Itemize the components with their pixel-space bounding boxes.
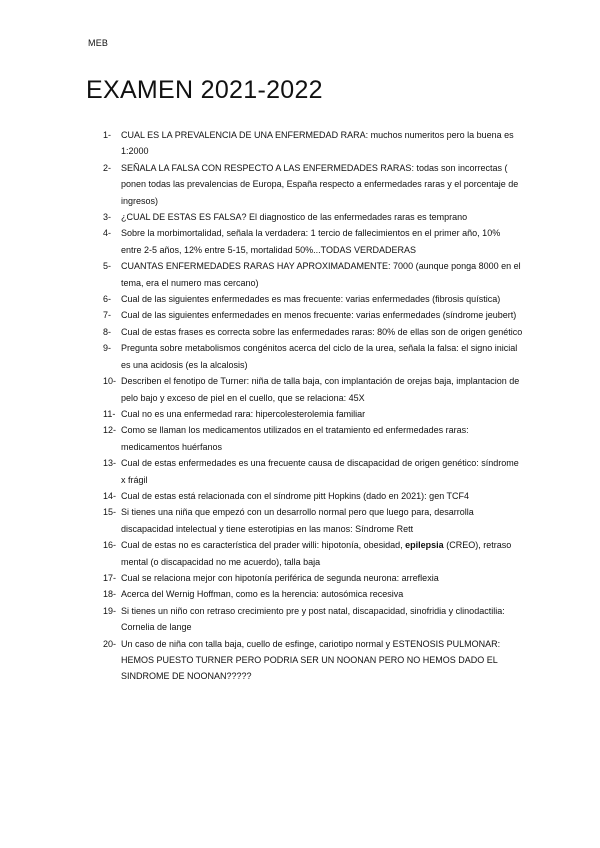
- question-number: 12-: [103, 425, 117, 436]
- question-number: 16-: [103, 540, 117, 551]
- question-number: 4-: [103, 228, 112, 239]
- question-number: 9-: [103, 343, 112, 354]
- question-item: [103, 603, 523, 636]
- question-number: 11-: [103, 408, 116, 419]
- question-item: [103, 570, 523, 586]
- question-item: [103, 127, 523, 160]
- question-item: [103, 504, 523, 537]
- question-text: Cual no es una enfermedad rara: hipercolesterolemia familiar: [121, 408, 366, 419]
- question-item: [103, 258, 523, 291]
- question-number: 15-: [103, 507, 117, 518]
- question-number: 19-: [103, 605, 117, 616]
- question-number: 8-: [103, 326, 112, 337]
- question-number: 5-: [103, 261, 112, 272]
- question-text-bold: epilepsia: [405, 540, 444, 551]
- question-text-before: Cual de estas no es característica del prader willi: hipotonía, obesidad,: [121, 540, 406, 551]
- document-header-label: MEB: [88, 38, 109, 48]
- question-text: Cual de estas frases es correcta sobre las enfermedades raras: 80% de ellas son de origen genético: [121, 326, 523, 337]
- question-number: 18-: [103, 589, 117, 600]
- question-text: Sobre la morbimortalidad, señala la verdadera: 1 tercio de fallecimientos en el primer año, 10% entre 2-5 años, 12% entre 5-15, mortalidad 50%...TODAS VERDADERAS: [121, 228, 501, 255]
- question-item: [103, 209, 523, 225]
- question-item: [103, 537, 523, 570]
- question-item: [103, 340, 523, 373]
- question-text: Si tienes una niña que empezó con un desarrollo normal pero que luego para, desarrolla discapacidad intelectual y tiene esterotipias en las manos: Síndrome Rett: [121, 507, 474, 534]
- question-number: 2-: [103, 162, 112, 173]
- question-item: [103, 636, 523, 685]
- question-text-after: (CREO), retraso mental (o discapacidad no me acuerdo), talla baja: [121, 540, 512, 567]
- question-item: [103, 307, 523, 323]
- question-item: [103, 406, 523, 422]
- question-text: Cual de las siguientes enfermedades en menos frecuente: varias enfermedades (síndrome jeubert): [121, 310, 517, 321]
- question-item: [103, 422, 523, 455]
- question-number: 1-: [103, 130, 112, 140]
- question-text: Cual se relaciona mejor con hipotonía periférica de segunda neurona: arreflexia: [121, 572, 439, 583]
- question-item: [103, 291, 523, 307]
- question-text: Si tienes un niño con retraso crecimiento pre y post natal, discapacidad, sinofridia y clinodactilia: Cornelia de lange: [121, 605, 505, 633]
- page-title: EXAMEN 2021-2022: [86, 76, 323, 104]
- question-text: Cual de las siguientes enfermedades es mas frecuente: varias enfermedades (fibrosis quística): [121, 294, 501, 305]
- question-text: Describen el fenotipo de Turner: niña de talla baja, con implantación de orejas baja, implantacion de pelo bajo y exceso de piel en el cuello, que se relaciona: 45X: [121, 376, 520, 403]
- question-item: [103, 488, 523, 504]
- question-text: Cual de estas está relacionada con el síndrome pitt Hopkins (dado en 2021): gen TCF4: [121, 490, 470, 501]
- question-number: 13-: [103, 458, 117, 469]
- question-text: Pregunta sobre metabolismos congénitos acerca del ciclo de la urea, señala la falsa: el signo inicial es una acidosis (es la alcalosis): [121, 343, 518, 370]
- question-text: ¿CUAL DE ESTAS ES FALSA? El diagnostico de las enfermedades raras es temprano: [121, 212, 468, 223]
- question-list: [103, 127, 523, 685]
- question-number: 3-: [103, 212, 112, 223]
- question-item: [103, 225, 523, 258]
- question-text: Como se llaman los medicamentos utilizados en el tratamiento ed enfermedades raras: medicamentos huérfanos: [121, 425, 469, 452]
- question-text: Un caso de niña con talla baja, cuello de esfinge, cariotipo normal y ESTENOSIS PULMONAR: HEMOS PUESTO TURNER PERO PODRIA SER UN NOONAN PERO NO HEMOS DADO EL SINDROME DE NOONAN?????: [121, 638, 501, 682]
- question-text: CUAL ES LA PREVALENCIA DE UNA ENFERMEDAD RARA: muchos numeritos pero la buena es 1:2000: [121, 130, 514, 157]
- question-text: [121, 537, 523, 570]
- question-number: 7-: [103, 310, 112, 321]
- question-text: Acerca del Wernig Hoffman, como es la herencia: autosómica recesiva: [121, 589, 404, 600]
- question-number: 17-: [103, 572, 117, 583]
- question-item: [103, 586, 523, 602]
- question-text: CUANTAS ENFERMEDADES RARAS HAY APROXIMADAMENTE: 7000 (aunque ponga 8000 en el tema, era el numero mas cercano): [121, 261, 521, 288]
- question-item: [103, 160, 523, 209]
- question-item: [103, 455, 523, 488]
- question-number: 6-: [103, 294, 112, 305]
- question-item: [103, 373, 523, 406]
- question-number: 14-: [103, 490, 117, 501]
- question-number: 10-: [103, 376, 117, 387]
- question-number: 20-: [103, 638, 117, 649]
- question-text: Cual de estas enfermedades es una frecuente causa de discapacidad de origen genético: síndrome x frágil: [121, 458, 519, 485]
- question-text: SEÑALA LA FALSA CON RESPECTO A LAS ENFERMEDADES RARAS: todas son incorrectas ( ponen todas las prevalencias de Europa, España respecto a enfermedades raras y el porcentaje de ingresos): [121, 162, 519, 206]
- question-item: [103, 324, 523, 340]
